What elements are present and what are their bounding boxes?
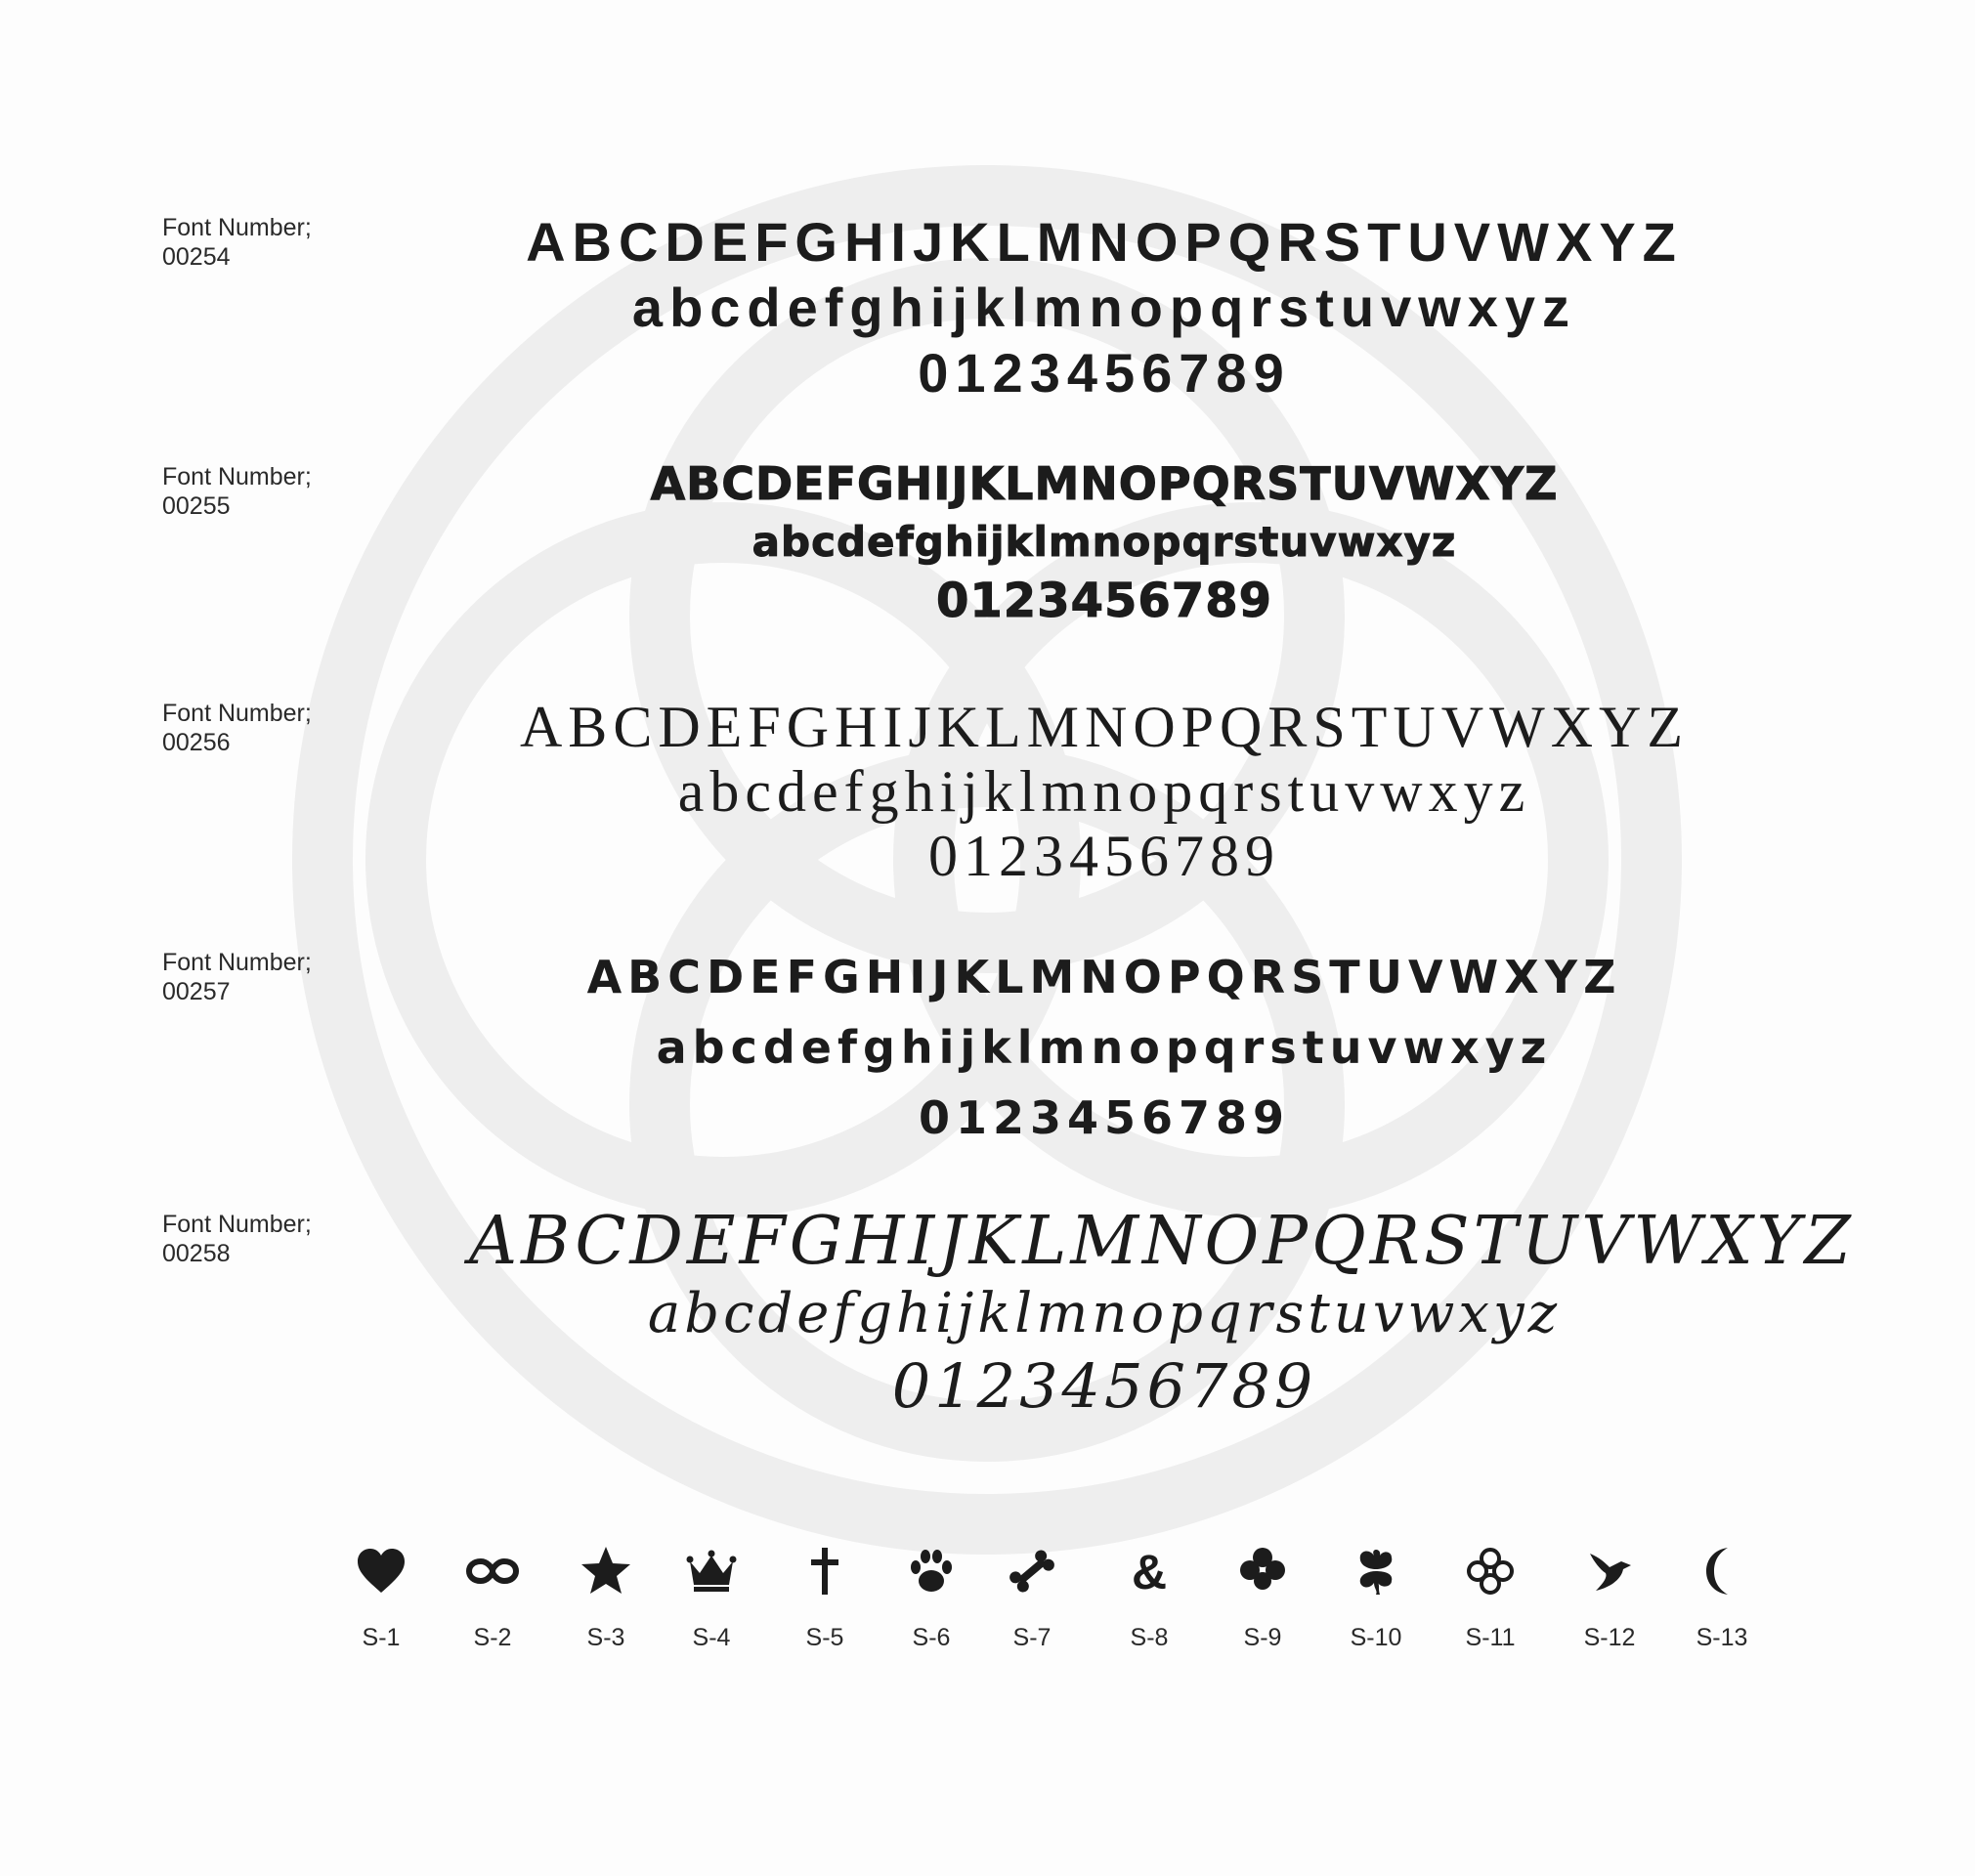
symbol-s1	[332, 1544, 430, 1652]
symbol-s2	[444, 1544, 541, 1652]
font-label-text: Font Number;	[162, 949, 312, 976]
uppercase-sample: ABCDEFGHIJKLMNOPQRSTUVWXYZ	[526, 211, 1683, 273]
symbol-code: S-6	[912, 1624, 951, 1651]
digits-sample: 0123456789	[928, 824, 1280, 888]
symbol-s10	[1327, 1544, 1425, 1652]
heart-icon	[354, 1544, 408, 1599]
symbol-code: S-8	[1130, 1624, 1169, 1651]
symbol-s11	[1441, 1544, 1539, 1652]
font-number: 00257	[162, 978, 231, 1005]
font-label-text: Font Number;	[162, 214, 312, 241]
symbol-code: S-10	[1350, 1624, 1402, 1651]
symbol-s4	[663, 1544, 760, 1652]
font-number: 00258	[162, 1240, 231, 1267]
font-number: 00254	[162, 243, 231, 271]
crown-icon	[684, 1544, 739, 1599]
bone-icon	[1005, 1544, 1059, 1599]
digits-sample: 0123456789	[936, 574, 1272, 628]
digits-sample: 0123456789	[918, 1091, 1291, 1144]
star-icon	[579, 1544, 633, 1599]
lowercase-sample: abcdefghijklmnopqrstuvwxyz	[656, 1021, 1553, 1074]
lowercase-sample: abcdefghijklmnopqrstuvwxyz	[647, 1282, 1562, 1345]
symbol-options	[332, 1544, 1759, 1681]
symbol-code: S-9	[1243, 1624, 1282, 1651]
symbol-code: S-12	[1583, 1624, 1636, 1651]
symbol-s12	[1561, 1544, 1658, 1652]
svg-text:&: &	[1131, 1545, 1168, 1599]
uppercase-sample: ABCDEFGHIJKLMNOPQRSTUVWXYZ	[469, 1203, 1855, 1280]
digits-sample: 0123456789	[891, 1350, 1317, 1422]
crescent-moon-icon	[1695, 1544, 1749, 1599]
cross-icon	[797, 1544, 852, 1599]
font-label-text: Font Number;	[162, 700, 312, 727]
font-label-text: Font Number;	[162, 463, 312, 490]
paw-icon	[904, 1544, 959, 1599]
lowercase-sample: abcdefghijklmnopqrstuvwxyz	[631, 277, 1577, 338]
uppercase-sample: ABCDEFGHIJKLMNOPQRSTUVWXYZ	[586, 951, 1622, 1003]
symbol-s9	[1214, 1544, 1311, 1652]
four-leaf-clover-icon	[1349, 1544, 1403, 1599]
symbol-code: S-13	[1696, 1624, 1748, 1651]
font-label-text: Font Number;	[162, 1211, 312, 1238]
symbol-code: S-7	[1012, 1624, 1052, 1651]
font-number: 00256	[162, 729, 231, 756]
symbol-code: S-11	[1465, 1624, 1516, 1651]
symbol-code: S-5	[805, 1624, 844, 1651]
symbol-s7	[983, 1544, 1081, 1652]
symbol-s3	[557, 1544, 655, 1652]
infinity-icon	[465, 1544, 520, 1599]
bird-icon	[1582, 1544, 1637, 1599]
lowercase-sample: abcdefghijklmnopqrstuvwxyz	[751, 518, 1457, 566]
ampersand-icon	[1122, 1544, 1177, 1599]
symbol-code: S-4	[692, 1624, 731, 1651]
lowercase-sample: abcdefghijklmnopqrstuvwxyz	[677, 759, 1531, 824]
symbol-s8	[1100, 1544, 1198, 1652]
uppercase-sample: ABCDEFGHIJKLMNOPQRSTUVWXYZ	[650, 457, 1559, 510]
uppercase-sample: ABCDEFGHIJKLMNOPQRSTUVWXYZ	[519, 695, 1690, 759]
symbol-s5	[776, 1544, 874, 1652]
digits-sample: 0123456789	[918, 342, 1291, 404]
symbol-s6	[882, 1544, 980, 1652]
symbol-code: S-1	[362, 1624, 401, 1651]
font-number: 00255	[162, 492, 231, 520]
symbol-s13	[1673, 1544, 1771, 1652]
symbol-code: S-3	[586, 1624, 625, 1651]
symbol-code: S-2	[473, 1624, 512, 1651]
clover-icon	[1235, 1544, 1290, 1599]
clover-outline-icon	[1463, 1544, 1518, 1599]
